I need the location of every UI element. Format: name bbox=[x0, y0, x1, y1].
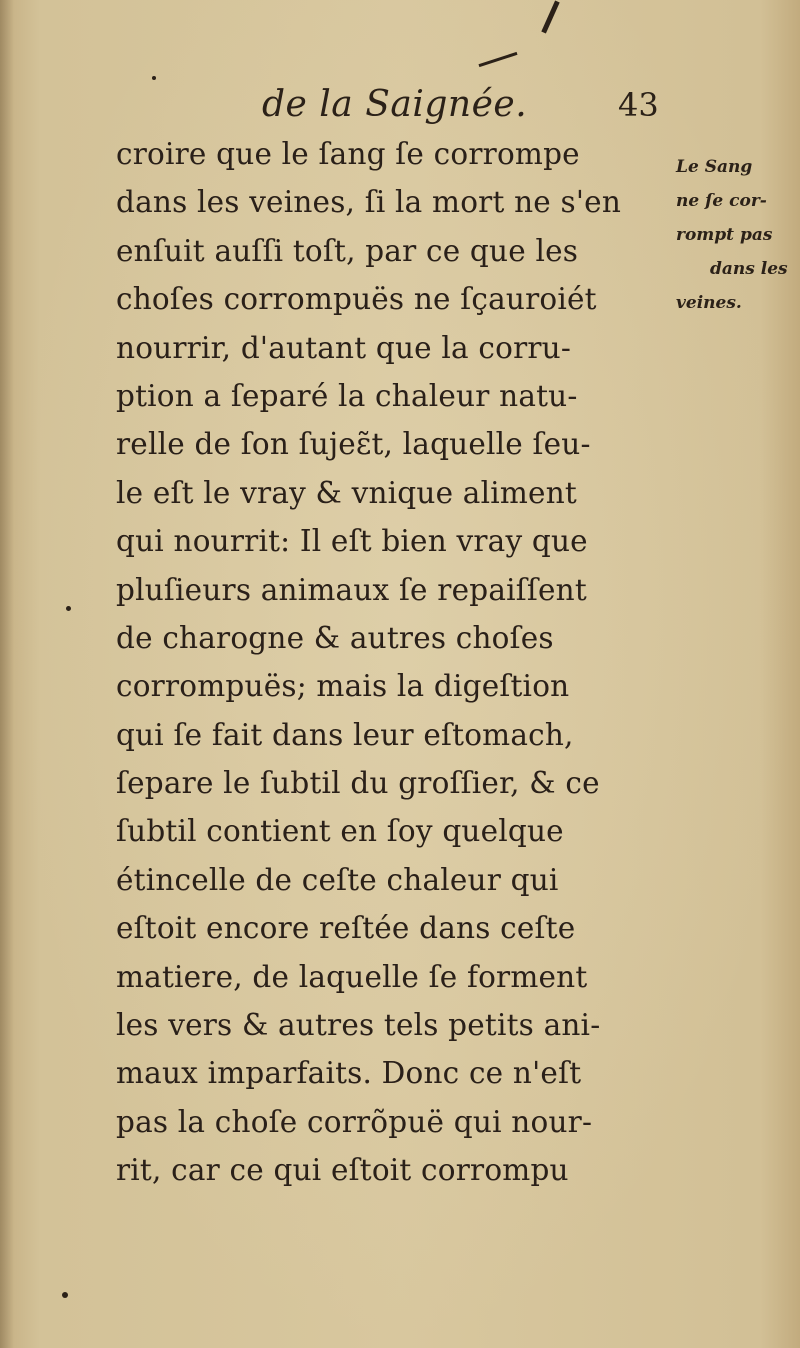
text-line: ſubtil contient en ſoy quelque bbox=[116, 814, 564, 849]
text-line: croire que le ſang ſe corrompe bbox=[116, 137, 580, 171]
ink-dot bbox=[152, 76, 156, 80]
text-line: qui nourrit: Il eſt bien vray que bbox=[116, 524, 588, 559]
text-line: les vers & autres tels petits ani- bbox=[116, 1008, 601, 1043]
binding-gutter bbox=[0, 0, 14, 1348]
marginal-note-line: dans les bbox=[710, 259, 788, 279]
text-line: matiere, de laquelle ſe forment bbox=[116, 959, 588, 994]
ink-stroke-title bbox=[479, 52, 518, 67]
running-title: de la Saignée. bbox=[262, 84, 528, 125]
text-line: pluſieurs animaux ſe repaiſſent bbox=[116, 572, 587, 607]
ink-dot bbox=[66, 606, 71, 611]
text-line: qui ſe fait dans leur eſtomach, bbox=[116, 717, 574, 752]
text-line: enſuit auſſi toſt, par ce que les bbox=[116, 233, 579, 268]
text-line: ption a ſeparé la chaleur natu- bbox=[116, 378, 578, 413]
text-line: étincelle de ceſte chaleur qui bbox=[116, 862, 559, 897]
text-line: rit, car ce qui eſtoit corrompu bbox=[116, 1153, 569, 1188]
text-line: corrompuës; mais la digeſtion bbox=[116, 669, 570, 704]
text-line: nourrir, d'autant que la corru- bbox=[116, 330, 572, 365]
marginal-note-line: veines. bbox=[676, 293, 742, 313]
text-line: maux imparfaits. Donc ce n'eſt bbox=[116, 1056, 582, 1091]
ink-dot bbox=[62, 1292, 68, 1298]
text-line: choſes corrompuës ne ſçauroiét bbox=[116, 282, 597, 317]
text-line: le eſt le vray & vnique aliment bbox=[116, 475, 577, 510]
body-text bbox=[116, 130, 686, 1195]
running-head bbox=[0, 84, 800, 134]
marginal-note-line: Le Sang bbox=[676, 157, 753, 177]
text-line: pas la choſe corrõpuë qui nour- bbox=[116, 1104, 593, 1139]
ink-stroke-top bbox=[541, 0, 559, 33]
marginal-note-line: rompt pas bbox=[676, 225, 773, 245]
text-line: de charogne & autres choſes bbox=[116, 620, 554, 655]
page-number: 43 bbox=[618, 86, 659, 124]
text-line: dans les veines, ſi la mort ne s'en bbox=[116, 185, 622, 220]
marginal-note-line: ne ſe cor- bbox=[676, 191, 767, 211]
text-line: relle de ſon ſujeɛ̃t, laquelle ſeu- bbox=[116, 427, 591, 462]
text-line: ſepare le ſubtil du groſſier, & ce bbox=[116, 766, 600, 801]
marginal-note bbox=[676, 150, 800, 320]
text-line: eſtoit encore reſtée dans ceſte bbox=[116, 911, 576, 946]
